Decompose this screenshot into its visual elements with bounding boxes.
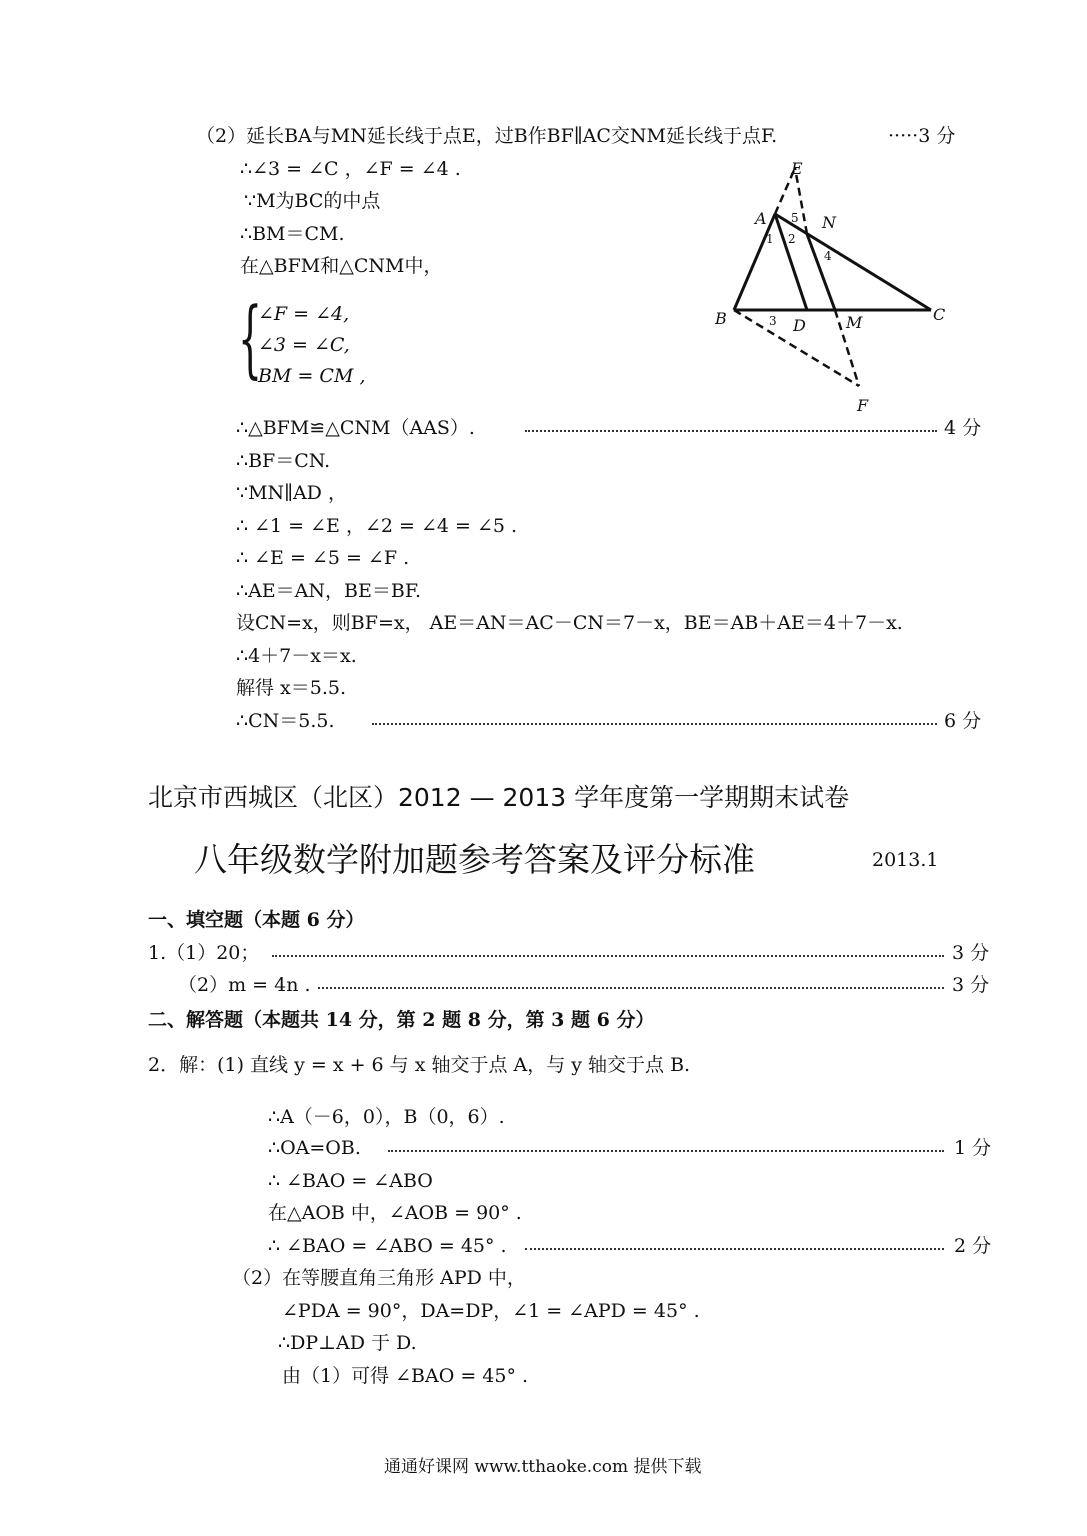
solution-line-10: ∴ ∠E = ∠5 = ∠F .: [236, 547, 410, 569]
solution-line-1: （2）延长BA与MN延长线于点E，过B作BF∥AC交NM延长线于点F.: [196, 125, 778, 147]
label-a: A: [755, 209, 767, 228]
solution-line-15: ∴CN＝5.5.: [236, 710, 335, 732]
section-2-line-7: （2）在等腰直角三角形 APD 中，: [232, 1267, 526, 1289]
section-2-line-2: ∴A（－6，0），B（0，6）.: [268, 1106, 505, 1128]
section-2-line-6-score: 2 分: [954, 1235, 992, 1257]
system-line-2: ∠3 = ∠C,: [258, 334, 350, 356]
angle-label-5: 5: [791, 211, 799, 225]
geometry-figure: [705, 150, 965, 420]
solution-line-6-score: 4 分: [944, 417, 982, 439]
section-2-line-9: ∴DP⊥AD 于 D.: [278, 1332, 417, 1354]
label-m: M: [846, 313, 863, 332]
system-line-3: BM = CM ,: [258, 365, 366, 387]
section-1-item-2-score: 3 分: [952, 974, 990, 996]
system-brace: {: [238, 289, 263, 387]
segment-ac: [775, 214, 931, 310]
footer-text: 通通好课网 www.tthaoke.com 提供下载: [384, 1457, 702, 1477]
section-2-line-3-score: 1 分: [954, 1137, 992, 1159]
leader-dots: [525, 1248, 944, 1252]
solution-line-4: ∴BM＝CM.: [240, 223, 345, 245]
section-2-line-6: ∴ ∠BAO = ∠ABO = 45° .: [268, 1235, 507, 1257]
solution-line-11: ∴AE＝AN，BE＝BF.: [236, 580, 422, 602]
section-1-item-1-score: 3 分: [952, 942, 990, 964]
leader-dots: [272, 955, 944, 959]
solution-line-2: ∴∠3 = ∠C ，∠F = ∠4 .: [240, 158, 461, 180]
label-c: C: [933, 305, 946, 324]
angle-label-1: 1: [766, 232, 774, 246]
page-subtitle: 八年级数学附加题参考答案及评分标准: [194, 840, 755, 879]
section-2-line-4: ∴ ∠BAO = ∠ABO: [268, 1170, 433, 1192]
label-d: D: [793, 316, 806, 335]
section-2-line-10: 由（1）可得 ∠BAO = 45° .: [282, 1365, 529, 1387]
section-2-line-5: 在△AOB 中，∠AOB = 90° .: [268, 1202, 522, 1224]
solution-line-6: ∴△BFM≌△CNM（AAS）.: [236, 417, 475, 439]
angle-label-4: 4: [824, 249, 832, 263]
section-2-line-1: 2．解：(1) 直线 y = x + 6 与 x 轴交于点 A，与 y 轴交于点 B.: [148, 1054, 691, 1076]
label-n: N: [822, 213, 836, 232]
segment-ad: [775, 214, 807, 310]
section-2-line-8: ∠PDA = 90°，DA=DP，∠1 = ∠APD = 45° .: [282, 1300, 700, 1322]
label-e: E: [791, 159, 803, 178]
section-2-line-3: ∴OA=OB.: [268, 1137, 361, 1159]
label-f: F: [857, 396, 869, 415]
segment-ab: [734, 214, 775, 310]
section-1-item-1: 1.（1）20；: [148, 942, 260, 964]
solution-line-3: ∵M为BC的中点: [244, 190, 381, 212]
solution-line-13: ∴4＋7－x＝x.: [236, 645, 357, 667]
label-b: B: [715, 309, 727, 328]
leader-dots: [372, 723, 937, 727]
exam-title: 北京市西城区（北区）2012 — 2013 学年度第一学期期末试卷: [148, 783, 850, 812]
section-1-heading: 一、填空题（本题 6 分）: [148, 909, 365, 931]
leader-dots: [388, 1150, 944, 1154]
leader-dots: [525, 430, 937, 434]
segment-nm: [807, 234, 835, 310]
solution-line-5: 在△BFM和△CNM中，: [240, 255, 443, 277]
leader-dots: [318, 987, 944, 991]
angle-label-3: 3: [769, 314, 777, 328]
solution-line-8: ∵MN∥AD ，: [236, 482, 347, 504]
solution-line-7: ∴BF＝CN.: [236, 450, 331, 472]
angle-label-2: 2: [788, 232, 796, 246]
exam-date: 2013.1: [872, 849, 939, 871]
solution-line-9: ∴ ∠1 = ∠E ，∠2 = ∠4 = ∠5 .: [236, 515, 518, 537]
solution-line-15-score: 6 分: [944, 710, 982, 732]
system-line-1: ∠F = ∠4,: [258, 303, 350, 325]
solution-line-1-score: ·····3 分: [888, 125, 956, 147]
solution-line-12: 设CN=x，则BF=x， AE＝AN＝AC－CN＝7－x，BE＝AB＋AE＝4＋7－x.: [236, 612, 903, 634]
section-1-item-2: （2）m = 4n .: [178, 974, 311, 996]
solution-line-14: 解得 x＝5.5.: [236, 677, 347, 699]
section-2-heading: 二、解答题（本题共 14 分，第 2 题 8 分，第 3 题 6 分）: [148, 1009, 655, 1031]
